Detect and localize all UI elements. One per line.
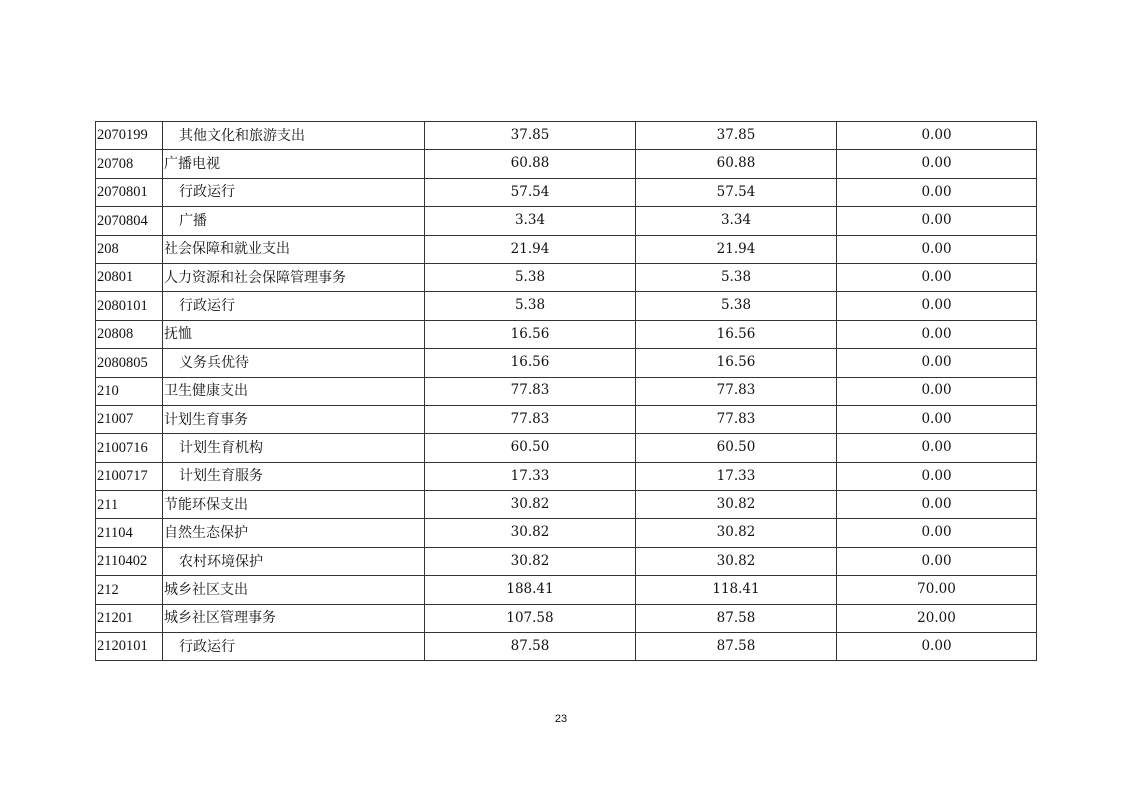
basic-expenditure-cell: 5.38 [636, 263, 837, 291]
subject-name-cell: 广播 [163, 207, 425, 235]
total-amount-cell: 57.54 [425, 178, 636, 206]
subject-name-cell: 节能环保支出 [163, 491, 425, 519]
table-row [96, 150, 1037, 178]
subject-code-cell: 2080101 [96, 292, 163, 320]
subject-name-cell: 社会保障和就业支出 [163, 235, 425, 263]
total-amount-cell: 30.82 [425, 519, 636, 547]
project-expenditure-cell: 20.00 [837, 604, 1037, 632]
table-row [96, 235, 1037, 263]
table-row [96, 207, 1037, 235]
subject-name-cell: 城乡社区支出 [163, 576, 425, 604]
total-amount-cell: 30.82 [425, 547, 636, 575]
basic-expenditure-cell: 3.34 [636, 207, 837, 235]
project-expenditure-cell: 0.00 [837, 462, 1037, 490]
project-expenditure-cell: 0.00 [837, 547, 1037, 575]
total-amount-cell: 16.56 [425, 320, 636, 348]
subject-name-cell: 计划生育事务 [163, 405, 425, 433]
total-amount-cell: 60.50 [425, 434, 636, 462]
subject-code-cell: 2100717 [96, 462, 163, 490]
total-amount-cell: 3.34 [425, 207, 636, 235]
table-row [96, 491, 1037, 519]
total-amount-cell: 107.58 [425, 604, 636, 632]
table-row [96, 349, 1037, 377]
table-row [96, 377, 1037, 405]
total-amount-cell: 16.56 [425, 349, 636, 377]
project-expenditure-cell: 0.00 [837, 207, 1037, 235]
table-row [96, 263, 1037, 291]
basic-expenditure-cell: 30.82 [636, 519, 837, 547]
subject-name-cell: 农村环境保护 [163, 547, 425, 575]
subject-code-cell: 2120101 [96, 633, 163, 661]
basic-expenditure-cell: 57.54 [636, 178, 837, 206]
basic-expenditure-cell: 5.38 [636, 292, 837, 320]
project-expenditure-cell: 0.00 [837, 633, 1037, 661]
basic-expenditure-cell: 37.85 [636, 122, 837, 150]
table-row [96, 292, 1037, 320]
subject-code-cell: 20808 [96, 320, 163, 348]
total-amount-cell: 5.38 [425, 263, 636, 291]
project-expenditure-cell: 0.00 [837, 292, 1037, 320]
subject-name-cell: 行政运行 [163, 633, 425, 661]
basic-expenditure-cell: 21.94 [636, 235, 837, 263]
project-expenditure-cell: 0.00 [837, 405, 1037, 433]
basic-expenditure-cell: 87.58 [636, 604, 837, 632]
subject-name-cell: 城乡社区管理事务 [163, 604, 425, 632]
subject-name-cell: 自然生态保护 [163, 519, 425, 547]
subject-name-cell: 其他文化和旅游支出 [163, 122, 425, 150]
subject-code-cell: 211 [96, 491, 163, 519]
subject-name-cell: 计划生育机构 [163, 434, 425, 462]
table-row [96, 633, 1037, 661]
basic-expenditure-cell: 30.82 [636, 491, 837, 519]
subject-code-cell: 210 [96, 377, 163, 405]
subject-name-cell: 广播电视 [163, 150, 425, 178]
subject-name-cell: 行政运行 [163, 292, 425, 320]
table-row [96, 576, 1037, 604]
table-body [96, 122, 1037, 661]
subject-name-cell: 计划生育服务 [163, 462, 425, 490]
basic-expenditure-cell: 77.83 [636, 377, 837, 405]
basic-expenditure-cell: 87.58 [636, 633, 837, 661]
table-row [96, 462, 1037, 490]
total-amount-cell: 60.88 [425, 150, 636, 178]
subject-code-cell: 2100716 [96, 434, 163, 462]
basic-expenditure-cell: 60.50 [636, 434, 837, 462]
basic-expenditure-cell: 77.83 [636, 405, 837, 433]
subject-name-cell: 抚恤 [163, 320, 425, 348]
project-expenditure-cell: 0.00 [837, 122, 1037, 150]
total-amount-cell: 37.85 [425, 122, 636, 150]
project-expenditure-cell: 0.00 [837, 377, 1037, 405]
table-row [96, 178, 1037, 206]
subject-code-cell: 20708 [96, 150, 163, 178]
page-number: 23 [554, 713, 568, 725]
project-expenditure-cell: 0.00 [837, 178, 1037, 206]
project-expenditure-cell: 0.00 [837, 349, 1037, 377]
subject-code-cell: 20801 [96, 263, 163, 291]
subject-name-cell: 卫生健康支出 [163, 377, 425, 405]
subject-code-cell: 2070199 [96, 122, 163, 150]
subject-name-cell: 人力资源和社会保障管理事务 [163, 263, 425, 291]
project-expenditure-cell: 0.00 [837, 263, 1037, 291]
subject-name-cell: 行政运行 [163, 178, 425, 206]
project-expenditure-cell: 0.00 [837, 491, 1037, 519]
basic-expenditure-cell: 16.56 [636, 320, 837, 348]
total-amount-cell: 77.83 [425, 405, 636, 433]
basic-expenditure-cell: 17.33 [636, 462, 837, 490]
subject-code-cell: 21201 [96, 604, 163, 632]
subject-code-cell: 2070801 [96, 178, 163, 206]
basic-expenditure-cell: 16.56 [636, 349, 837, 377]
subject-code-cell: 2070804 [96, 207, 163, 235]
basic-expenditure-cell: 30.82 [636, 547, 837, 575]
project-expenditure-cell: 70.00 [837, 576, 1037, 604]
table-row [96, 405, 1037, 433]
total-amount-cell: 21.94 [425, 235, 636, 263]
total-amount-cell: 5.38 [425, 292, 636, 320]
project-expenditure-cell: 0.00 [837, 434, 1037, 462]
subject-code-cell: 21007 [96, 405, 163, 433]
subject-code-cell: 208 [96, 235, 163, 263]
total-amount-cell: 87.58 [425, 633, 636, 661]
table-row [96, 519, 1037, 547]
table-row [96, 434, 1037, 462]
project-expenditure-cell: 0.00 [837, 320, 1037, 348]
subject-name-cell: 义务兵优待 [163, 349, 425, 377]
basic-expenditure-cell: 118.41 [636, 576, 837, 604]
total-amount-cell: 30.82 [425, 491, 636, 519]
total-amount-cell: 188.41 [425, 576, 636, 604]
table-row [96, 122, 1037, 150]
subject-code-cell: 212 [96, 576, 163, 604]
subject-code-cell: 21104 [96, 519, 163, 547]
table-row [96, 547, 1037, 575]
subject-code-cell: 2110402 [96, 547, 163, 575]
project-expenditure-cell: 0.00 [837, 519, 1037, 547]
total-amount-cell: 17.33 [425, 462, 636, 490]
project-expenditure-cell: 0.00 [837, 235, 1037, 263]
table-row [96, 320, 1037, 348]
budget-table [95, 121, 1037, 661]
subject-code-cell: 2080805 [96, 349, 163, 377]
table-row [96, 604, 1037, 632]
total-amount-cell: 77.83 [425, 377, 636, 405]
basic-expenditure-cell: 60.88 [636, 150, 837, 178]
project-expenditure-cell: 0.00 [837, 150, 1037, 178]
